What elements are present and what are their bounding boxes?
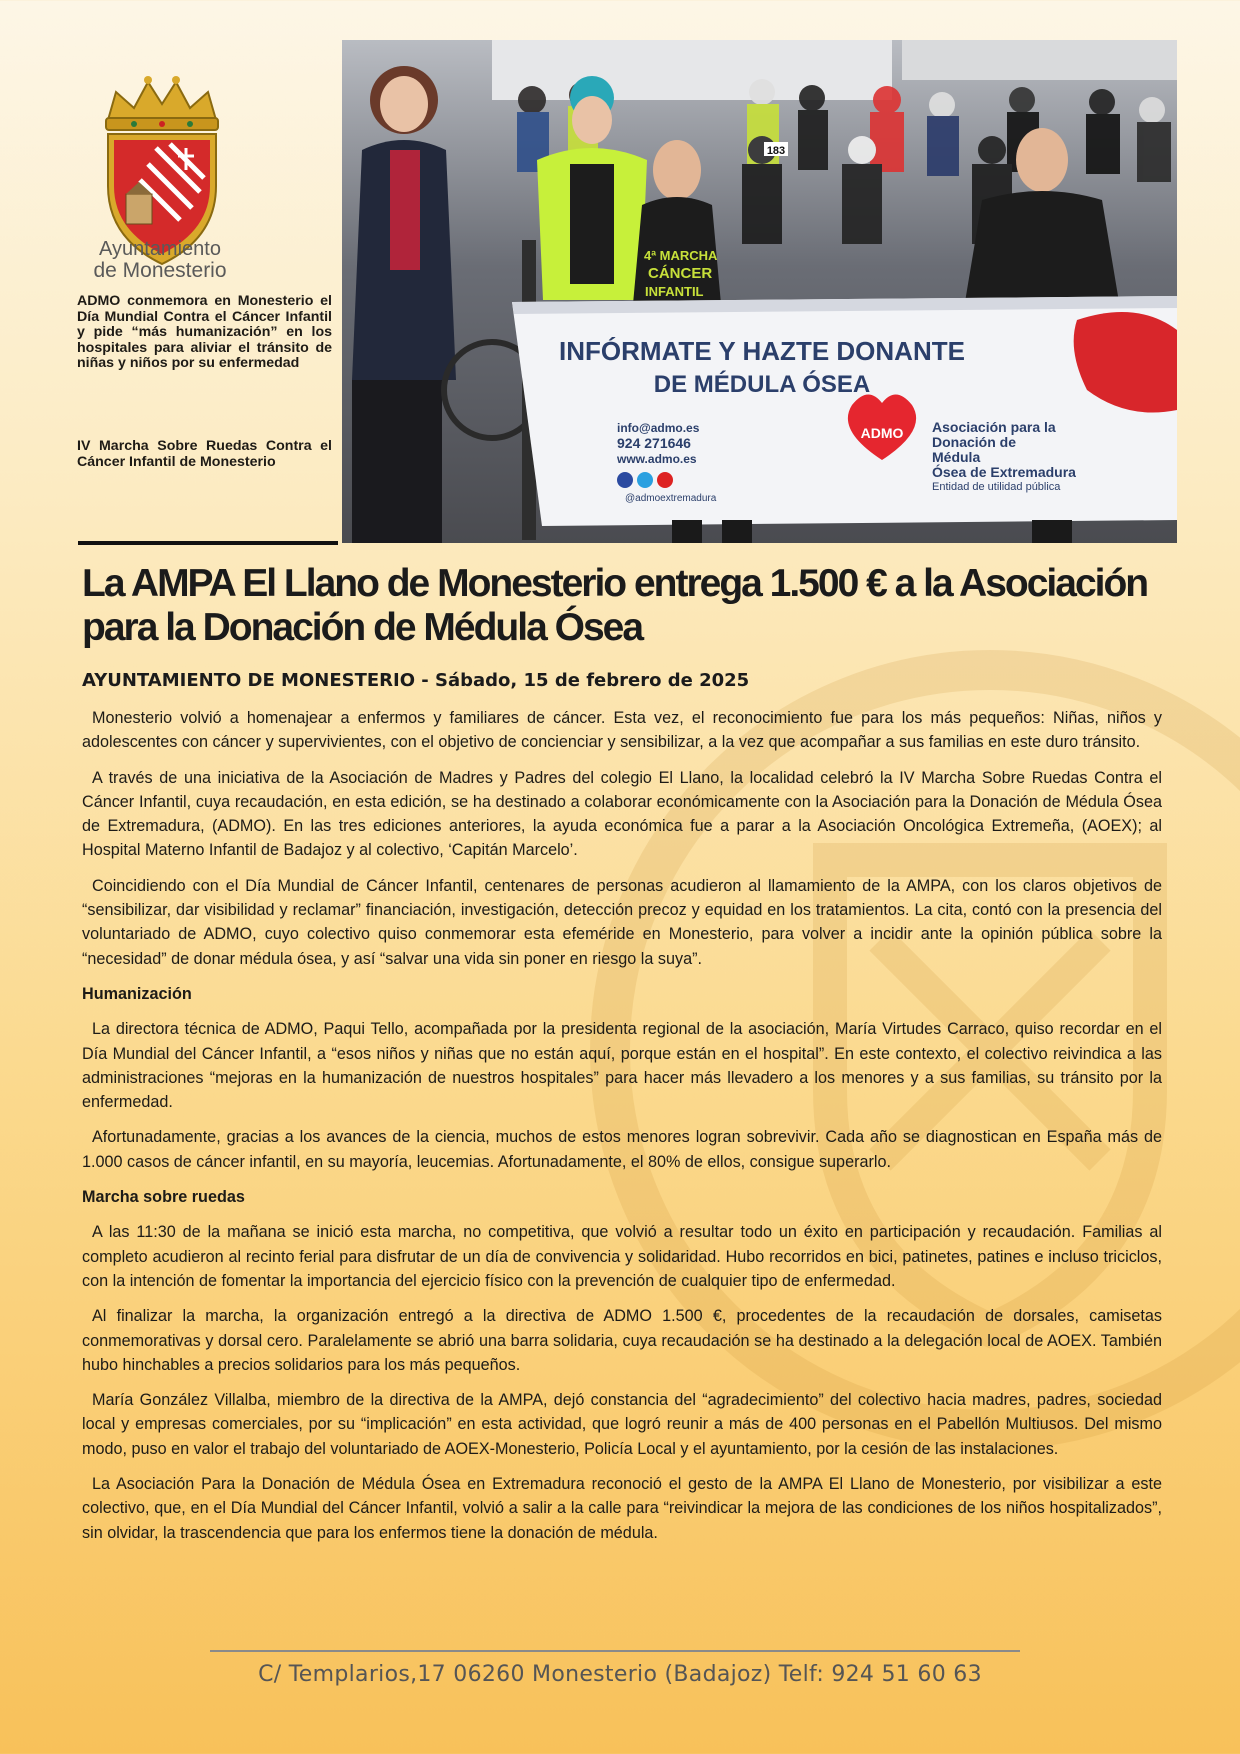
article-paragraph: Al finalizar la marcha, la organización entregó a la directiva de ADMO 1.500 €, procedentes de la recaudación de dorsales, camisetas conmemorativas y dorsal cero. Paralelamente se abrió una barra solidaria, cuya recaudación se ha destinado a la delegación local de AOEX. También hubo hinchables a precios solidarios para los más pequeños. (82, 1307, 1162, 1374)
shirt-text-2: CÁNCER (648, 265, 713, 282)
article-paragraph: Monesterio volvió a homenajear a enfermos y familiares de cáncer. Esta vez, el reconocimiento fue para los más pequeños: Niñas, niños y adolescentes con cáncer y supervivientes, con el objetivo de concienciar y sensibilizar, a la vez que acompañar a sus familias en este duro tránsito. (82, 709, 1162, 752)
banner-email: info@admo.es (617, 421, 700, 435)
section-divider (78, 541, 338, 545)
banner-social-handle: @admoextremadura (625, 493, 717, 504)
event-photo (342, 40, 1177, 543)
shirt-text-3: INFANTIL (645, 284, 704, 299)
article-paragraph: A las 11:30 de la mañana se inició esta marcha, no competitiva, que volvió a resultar todo un éxito en participación y recaudación. Familias al completo acudieron al recinto ferial para disfrutar de un día de convivencia y solidaridad. Hubo recorridos en bici, patinetes, patines e incluso triciclos, con la intención de fomentar la importancia del ejercicio físico con la prevención de cualquier tipo de enfermedad. (82, 1223, 1162, 1290)
facebook-icon (617, 472, 633, 488)
banner-line-1: INFÓRMATE Y HAZTE DONANTE (559, 336, 965, 366)
crown-icon (106, 76, 218, 130)
race-bib-number: 183 (766, 145, 786, 157)
banner-assoc-3: Médula (932, 449, 981, 465)
article-paragraph: La Asociación Para la Donación de Médula Ósea en Extremadura reconoció el gesto de la AMPA El Llano de Monesterio, por visibilizar a este colectivo, que, en el Día Mundial del Cáncer Infantil, volvió a salir a la calle para “reivindicar la mejora de las condiciones de los niños hospitalizados”, sin olvidar, la trascendencia que para los enfermos tiene la donación de médula. (82, 1475, 1162, 1542)
article-paragraph: Coincidiendo con el Día Mundial de Cáncer Infantil, centenares de personas acudieron al llamamiento de la AMPA, con los claros objetivos de “sensibilizar, dar visibilidad y reclamar” financiación, investigación, detección precoz y equidad en los tratamientos. La cita, contó con la presencia del voluntariado de ADMO, cuyo colectivo quiso conmemorar esta efeméride en Monesterio, para volver a incidir ante la opinión pública sobre la “necesidad” de donar médula ósea, y así “salvar una vida sin poner en riesgo la suya”. (82, 876, 1162, 968)
banner-assoc-2: Donación de (932, 434, 1017, 450)
banner-line-2: DE MÉDULA ÓSEA (653, 371, 871, 398)
admo-logo-text: ADMO (860, 425, 904, 441)
article-summary: ADMO conmemora en Monesterio el Día Mundial Contra el Cáncer Infantil y pide “más humanización” en los hospitales para aliviar el tránsito de niñas y niños por su enfermedad (77, 293, 332, 371)
logo-line-1: Ayuntamiento (99, 238, 221, 260)
article-paragraph: La directora técnica de ADMO, Paqui Tello, acompañada por la presidenta regional de la asociación, María Virtudes Carraco, quiso recordar en el Día Mundial del Cáncer Infantil, a “esos niños y niñas que no están aquí, porque están en el hospital”. En este contexto, el colectivo reivindica a las administraciones “mejoras en la humanización de nuestros hospitales” para hacer más llevadero a los menores y a sus familias, su tránsito por la enfermedad. (82, 1020, 1162, 1112)
footer-address: C/ Templarios,17 06260 Monesterio (Badajoz) Telf: 924 51 60 63 (258, 1662, 982, 1687)
article-byline: AYUNTAMIENTO DE MONESTERIO - Sábado, 15 de febrero de 2025 (82, 670, 750, 691)
article-body (82, 706, 1162, 1556)
twitter-icon (637, 472, 653, 488)
banner-assoc-1: Asociación para la (932, 419, 1056, 435)
logo-wordmark (80, 238, 240, 282)
logo-line-2: de Monesterio (93, 259, 227, 282)
banner-assoc-5: Entidad de utilidad pública (932, 481, 1061, 493)
article-paragraph: Afortunadamente, gracias a los avances de la ciencia, muchos de estos menores logran sobrevivir. Cada año se diagnostican en España más de 1.000 casos de cáncer infantil, en su mayoría, leucemias. Afortunadamente, el 80% de ellos, consigue superarlo. (82, 1128, 1162, 1171)
footer-divider (210, 1650, 1020, 1652)
banner-phone: 924 271646 (617, 435, 691, 451)
banner-web: www.admo.es (617, 452, 697, 466)
article-paragraph: María González Villalba, miembro de la directiva de la AMPA, dejó constancia del “agradecimiento” del colectivo hacia madres, padres, sociedad local y empresas comerciales, por su “implicación” en esta actividad, que logró reunir a más de 400 personas en el Pabellón Multiusos. Del mismo modo, puso en valor el trabajo del voluntariado de AOEX-Monesterio, Policía Local y el ayuntamiento, por la cesión de las instalaciones. (82, 1391, 1162, 1458)
youtube-icon (657, 472, 673, 488)
banner-assoc-4: Ósea de Extremadura (932, 464, 1076, 480)
article-paragraph: A través de una iniciativa de la Asociación de Madres y Padres del colegio El Llano, la localidad celebró la IV Marcha Sobre Ruedas Contra el Cáncer Infantil, cuya recaudación, en esta edición, se ha destinado a colaborar económicamente con la Asociación para la Donación de Médula Ósea de Extremadura, (ADMO). En las tres ediciones anteriores, la ayuda económica fue a parar a la Asociación Oncológica Extremeña, (AOEX); al Hospital Materno Infantil de Badajoz y al colectivo, ‘Capitán Marcelo’. (82, 768, 1162, 860)
article-subsummary: IV Marcha Sobre Ruedas Contra el Cáncer Infantil de Monesterio (77, 438, 332, 470)
article-headline: La AMPA El Llano de Monesterio entrega 1.500 € a la Asociación para la Donación de Médula Ósea (82, 562, 1148, 649)
section-heading-marcha: Marcha sobre ruedas (82, 1188, 245, 1207)
shirt-text-1: 4ª MARCHA (644, 248, 718, 263)
section-heading-humanizacion: Humanización (82, 984, 192, 1003)
